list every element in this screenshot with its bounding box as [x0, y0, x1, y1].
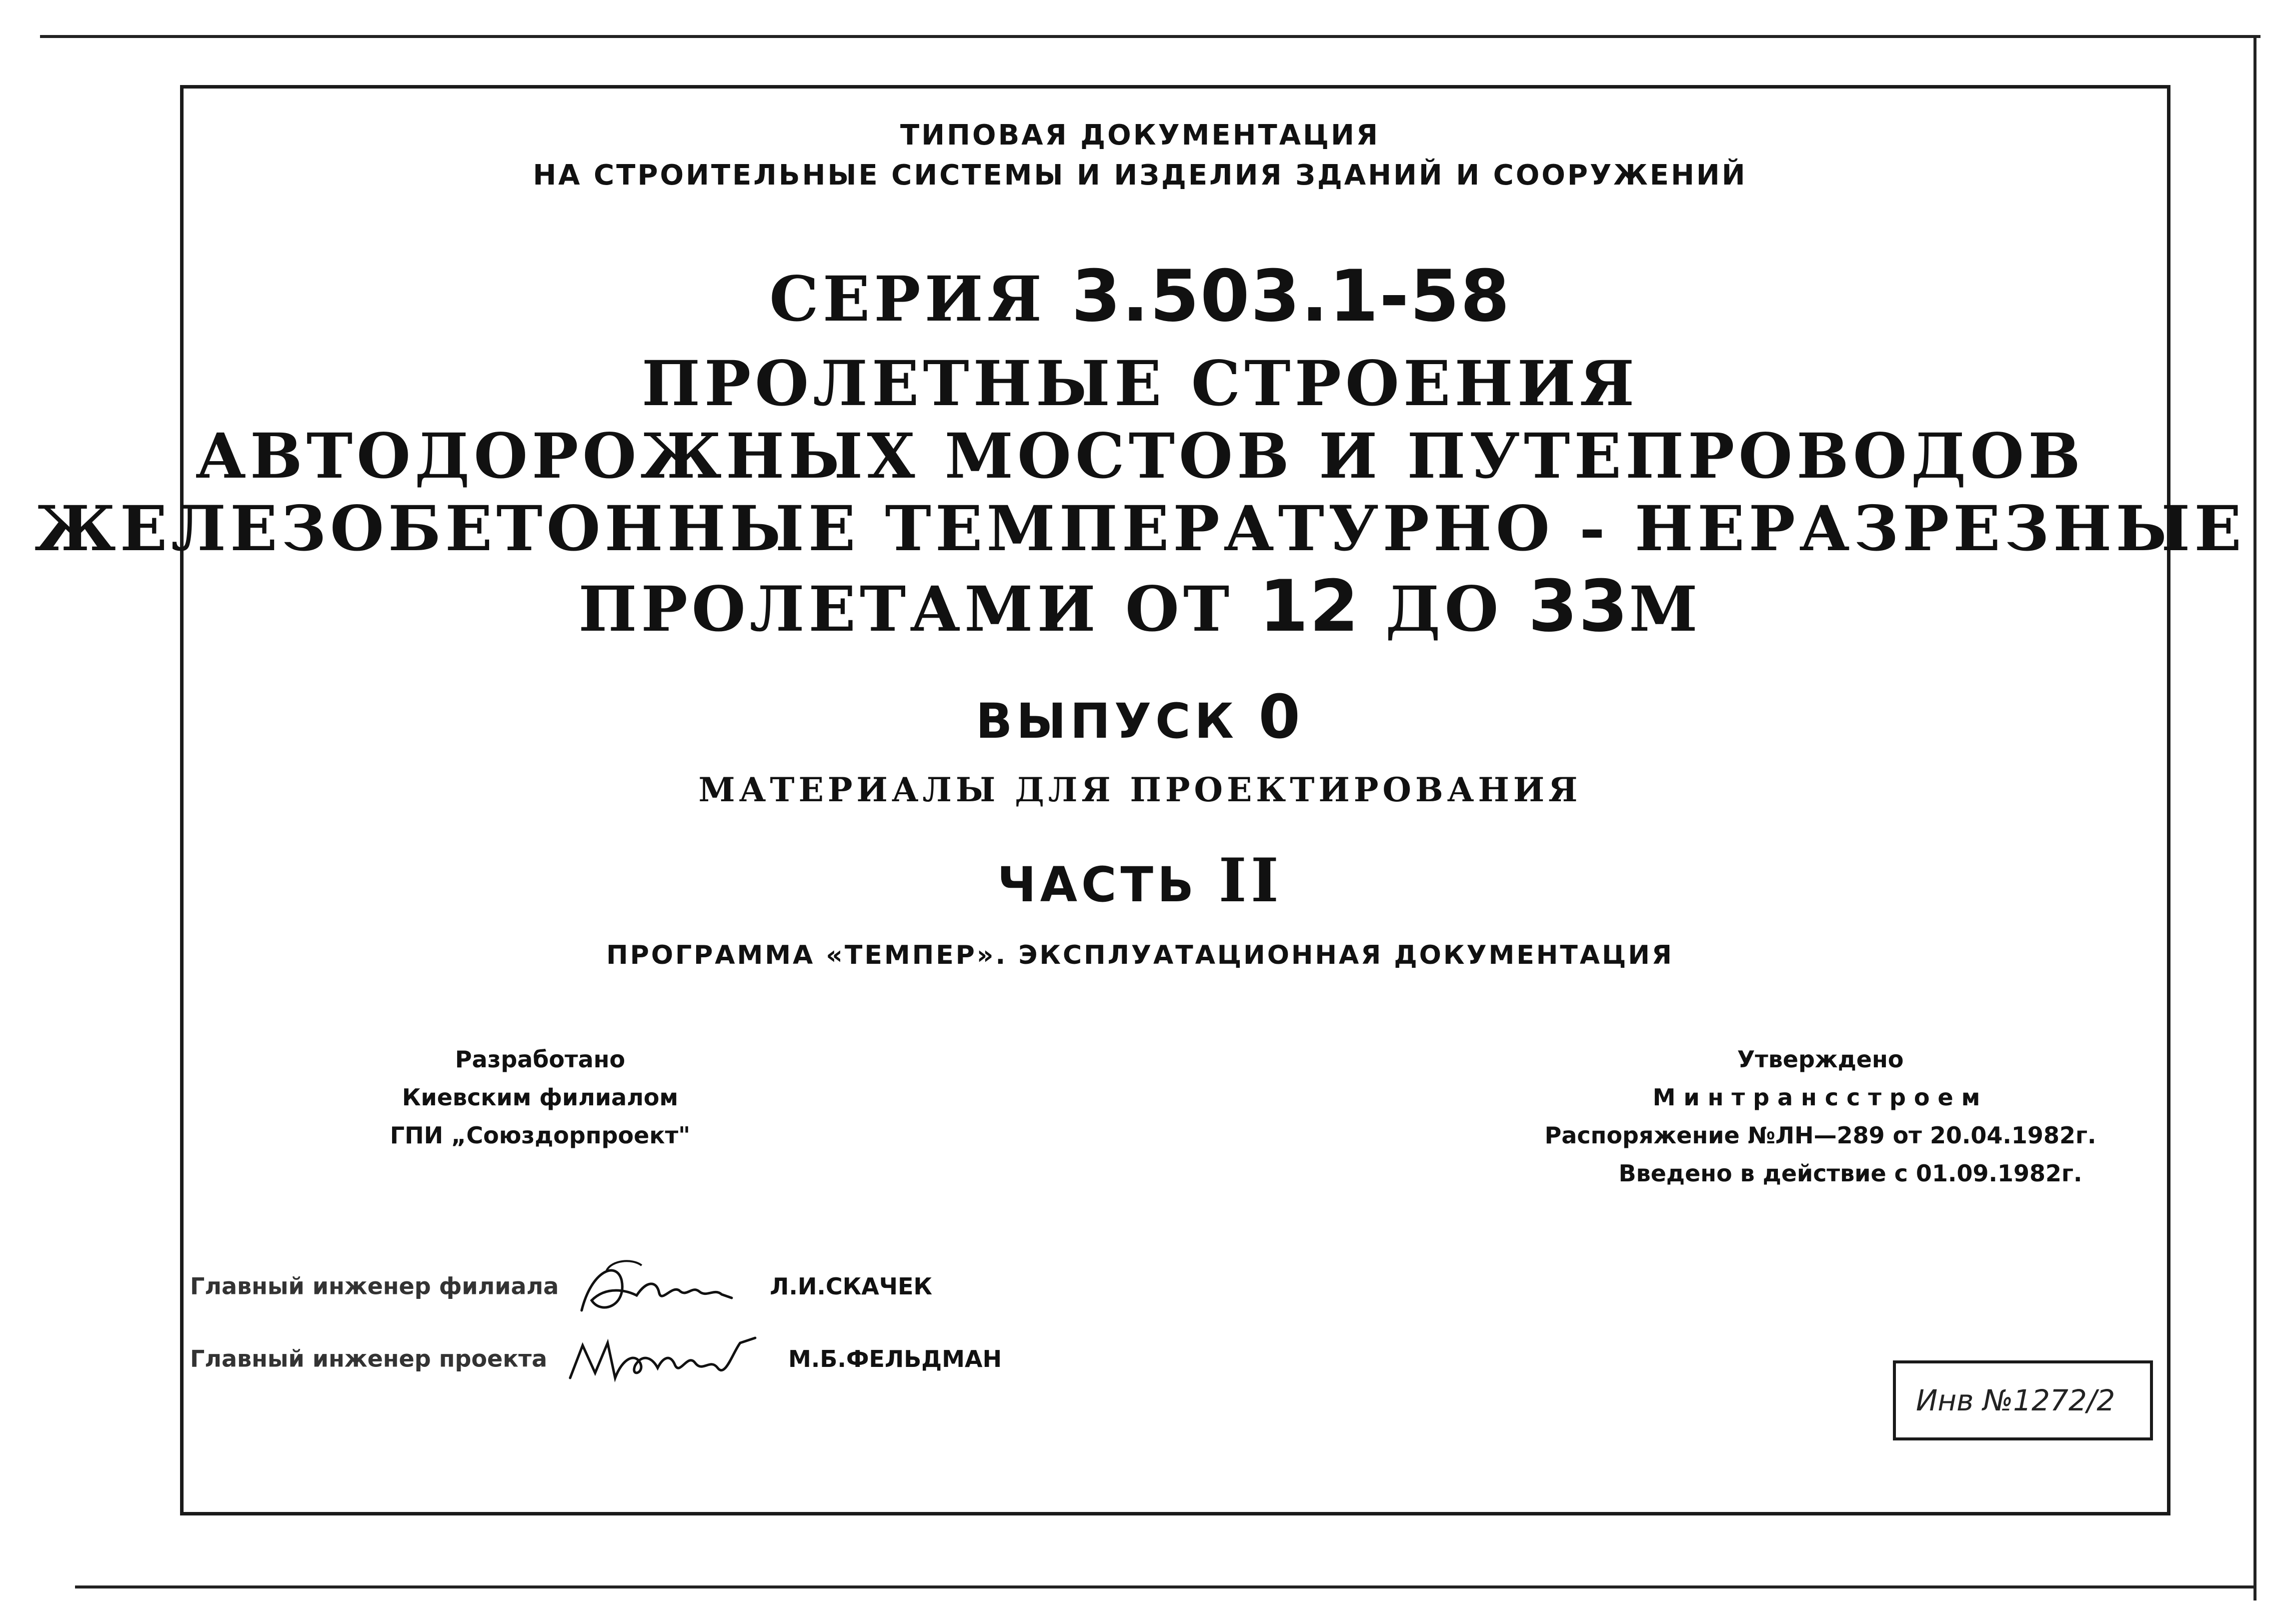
series-heading — [0, 255, 2280, 338]
inventory-number: Инв №1272/2 — [1916, 1383, 2115, 1417]
issue-number: 0 — [1258, 683, 1304, 752]
title-line-4-a: ПРОЛЕТАМИ ОТ — [578, 573, 1234, 646]
title-line-1: ПРОЛЕТНЫЕ СТРОЕНИЯ — [641, 348, 1639, 420]
part-number: II — [1218, 845, 1283, 916]
title-line-4 — [0, 565, 2280, 648]
approved-by: Минтрансстроем — [1652, 1084, 1988, 1111]
signature-chief-project — [190, 1323, 1002, 1398]
part-heading — [0, 845, 2280, 916]
series-number: 3.503.1-58 — [1071, 255, 1511, 338]
span-min: 12 — [1259, 565, 1360, 648]
part-subtitle: ПРОГРАММА «ТЕМПЕР». ЭКСПЛУАТАЦИОННАЯ ДОКУМЕНТАЦИЯ — [606, 940, 1674, 970]
approved-order: Распоряжение №ЛН—289 от 20.04.1982г. — [1544, 1122, 2096, 1149]
handwritten-signature-icon — [572, 1250, 742, 1325]
chief-project-role: Главный инженер проекта — [190, 1345, 548, 1372]
span-max: 33 — [1528, 565, 1629, 648]
effective-date: Введено в действие с 01.09.1982г. — [1618, 1160, 2082, 1187]
developed-by: Киевским филиалом — [402, 1084, 679, 1111]
page-border-top — [40, 35, 2260, 38]
chief-branch-name: Л.И.СКАЧЕК — [770, 1272, 933, 1300]
issue-heading — [0, 683, 2280, 752]
header-line-2: НА СТРОИТЕЛЬНЫЕ СИСТЕМЫ И ИЗДЕЛИЯ ЗДАНИЙ И СООРУЖЕНИЙ — [533, 159, 1747, 192]
series-label: СЕРИЯ — [769, 263, 1046, 336]
unit: М — [1629, 573, 1702, 646]
developed-block — [360, 1040, 720, 1154]
issue-label: ВЫПУСК — [976, 693, 1238, 749]
approved-block — [1480, 1040, 2160, 1192]
developed-org: ГПИ „Союздорпроект" — [390, 1122, 691, 1149]
chief-branch-role: Главный инженер филиала — [190, 1272, 559, 1300]
part-label: ЧАСТЬ — [997, 857, 1198, 913]
handwritten-signature-icon — [560, 1323, 760, 1398]
chief-project-name: М.Б.ФЕЛЬДМАН — [788, 1345, 1002, 1372]
page-border-bottom — [75, 1585, 2255, 1588]
issue-subtitle: МАТЕРИАЛЫ ДЛЯ ПРОЕКТИРОВАНИЯ — [698, 770, 1582, 809]
title-line-4-b: ДО — [1385, 573, 1503, 646]
signature-chief-branch — [190, 1250, 932, 1325]
approved-label: Утверждено — [1737, 1046, 1904, 1073]
title-line-3: ЖЕЛЕЗОБЕТОННЫЕ ТЕМПЕРАТУРНО - НЕРАЗРЕЗНЫЕ — [35, 493, 2245, 565]
inventory-number-box — [1893, 1360, 2153, 1440]
developed-label: Разработано — [455, 1046, 626, 1073]
title-line-2: АВТОДОРОЖНЫХ МОСТОВ И ПУТЕПРОВОДОВ — [195, 420, 2085, 493]
header-line-1: ТИПОВАЯ ДОКУМЕНТАЦИЯ — [900, 119, 1380, 152]
